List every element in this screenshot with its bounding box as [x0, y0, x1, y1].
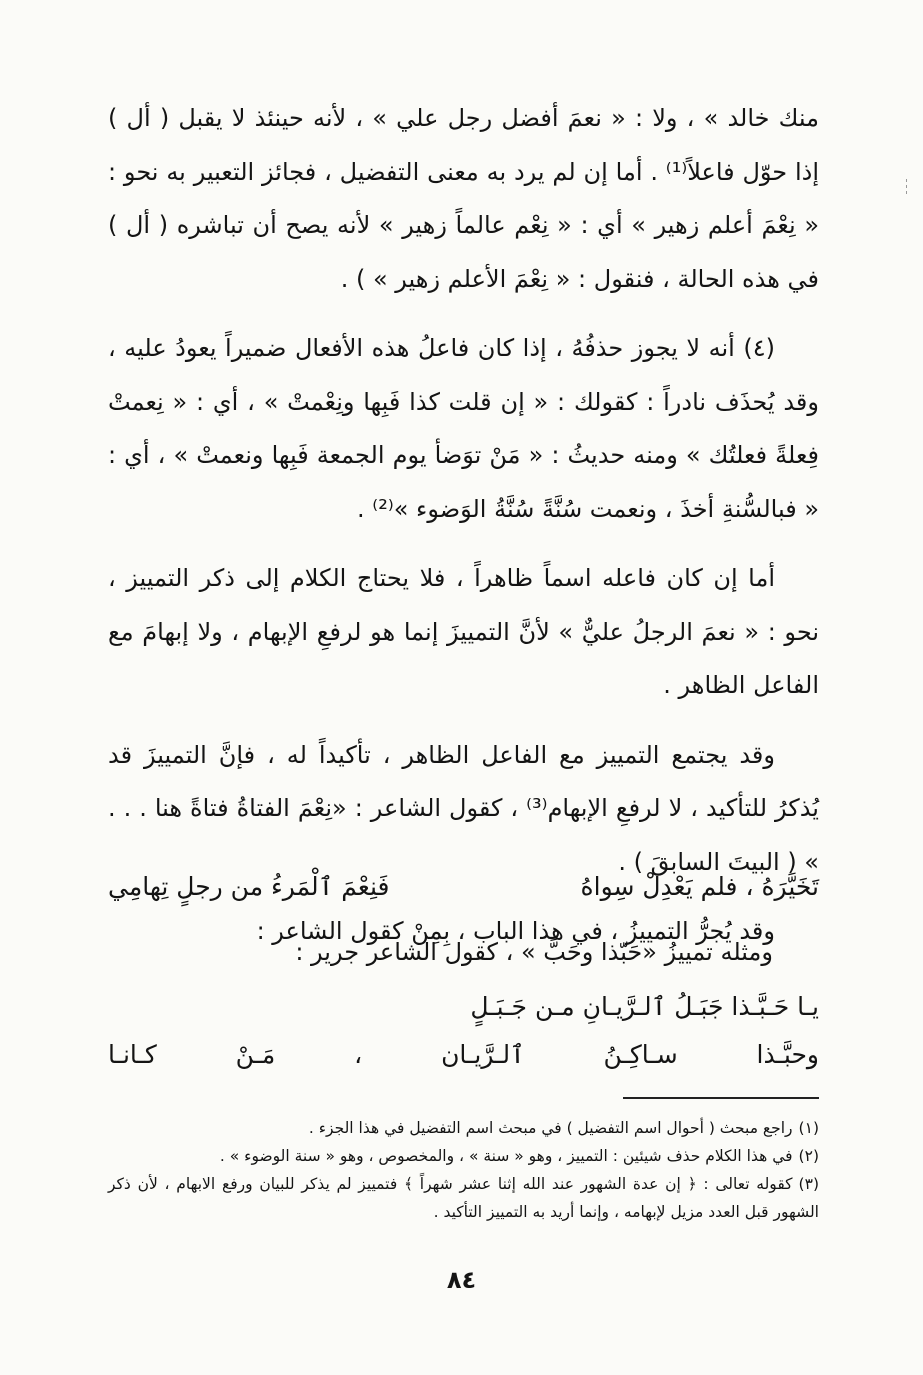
footnote-number: (٢) — [798, 1147, 819, 1165]
main-text — [108, 92, 819, 975]
footnote-number: (١) — [798, 1119, 819, 1137]
paragraph-3: أما إن كان فاعله اسماً ظاهراً ، فلا يحتاج الكلام إلى ذكر التمييز ، نحو : « نعمَ الرجلُ عليٌّ » لأنَّ التمييزَ إنما هو لرفعِ الإبهام ، ولا إبهامَ مع الفاعل الظاهر . — [108, 564, 819, 699]
paragraph-4: وقد يجتمع التمييز مع الفاعل الظاهر ، تأكيداً له ، فإنَّ التمييزَ قد يُذكرُ للتأكيد ، لا لرفعِ الإبهام⁽³⁾ ، كقول الشاعر : «نِعْمَ الفتاةُ فتاةً هنا . . . » ( البيتَ السابقَ ) . — [108, 740, 819, 876]
verse-1-left-hemistich: فَنِعْمَ ٱلْمَرءُ من رجلٍ تِهامِي — [108, 872, 390, 901]
verse-2-line-2: وحبَّـذا سـاكِـنُ ٱلـرَّيـان ، مَـنْ كـانـا — [108, 1040, 819, 1069]
paragraph-1: منك خالد » ، ولا : « نعمَ أفضل رجل علي » ، لأنه حينئذ لا يقبل ( أل ) إذا حوّل فاعلاً⁽¹⁾ . أما إن لم يرد به معنى التفضيل ، فجائز التعبير به نحو : « نِعْمَ أعلم زهير » أي : « نِعْم عالماً زهير » لأنه يصح أن تباشره ( أل ) في هذه الحالة ، فنقول : « نِعْمَ الأعلم زهير » ) . — [108, 104, 819, 293]
footnote-text: راجع مبحث ( أحوال اسم التفضيل ) في مبحث اسم التفضيل في هذا الجزء . — [308, 1119, 793, 1137]
footnote-number: (٣) — [798, 1175, 819, 1193]
paragraph-5: وقد يُجرُّ التمييزُ ، في هذا الباب ، بِمِنْ كقول الشاعر : — [256, 917, 775, 945]
footnote-2 — [108, 1142, 819, 1170]
footnote-3 — [108, 1170, 819, 1226]
verse-intro: ومثله تمييزُ «حَبّذا وحَبَّ » ، كقول الشاعر جرير : — [295, 938, 773, 966]
paragraph-2: (٤) أنه لا يجوز حذفُهُ ، إذا كان فاعلُ هذه الأفعال ضميراً يعودُ عليه ، وقد يُحذَف نادراً : كقولك : « إن قلت كذا فَبِها ونِعْمتْ » ، أي : « نِعمتْ فِعلةً فعلتُك » ومنه حديثُ : « مَنْ توَضأ يوم الجمعة فَبِها ونعمتْ » ، أي : « فبالسُّنةِ أخذَ ، ونعمت سُنَّةً سُنَّةُ الوَضوء »⁽²⁾ . — [108, 334, 819, 523]
verse-2-line-1: يـا حَـبَّـذا جَبَـلُ ٱلـرَّيـانِ مـن جَـبَـلٍ — [470, 992, 819, 1021]
footnote-separator — [623, 1097, 819, 1099]
footnote-text: كقوله تعالى : ﴿ إن عدة الشهور عند الله إثنا عشر شهراً ﴾ فتمييز لم يذكر للبيان ورفع الابهام ، لأن ذكر الشهور قبل العدد مزيل لإبهامه ، وإنما أريد به التمييز التأكيد . — [108, 1175, 819, 1221]
verse-1 — [108, 872, 819, 901]
margin-mark — [903, 176, 909, 198]
verse-1-right-hemistich: تَخَيَّرَهُ ، فلم يَعْدِلْ سِواهُ — [580, 872, 819, 901]
footnote-text: في هذا الكلام حذف شيئين : التمييز ، وهو « سنة » ، والمخصوص ، وهو « سنة الوضوء » . — [219, 1147, 793, 1165]
footnote-1 — [108, 1114, 819, 1142]
page-number: ٨٤ — [446, 1266, 477, 1294]
footnotes — [108, 1114, 819, 1226]
